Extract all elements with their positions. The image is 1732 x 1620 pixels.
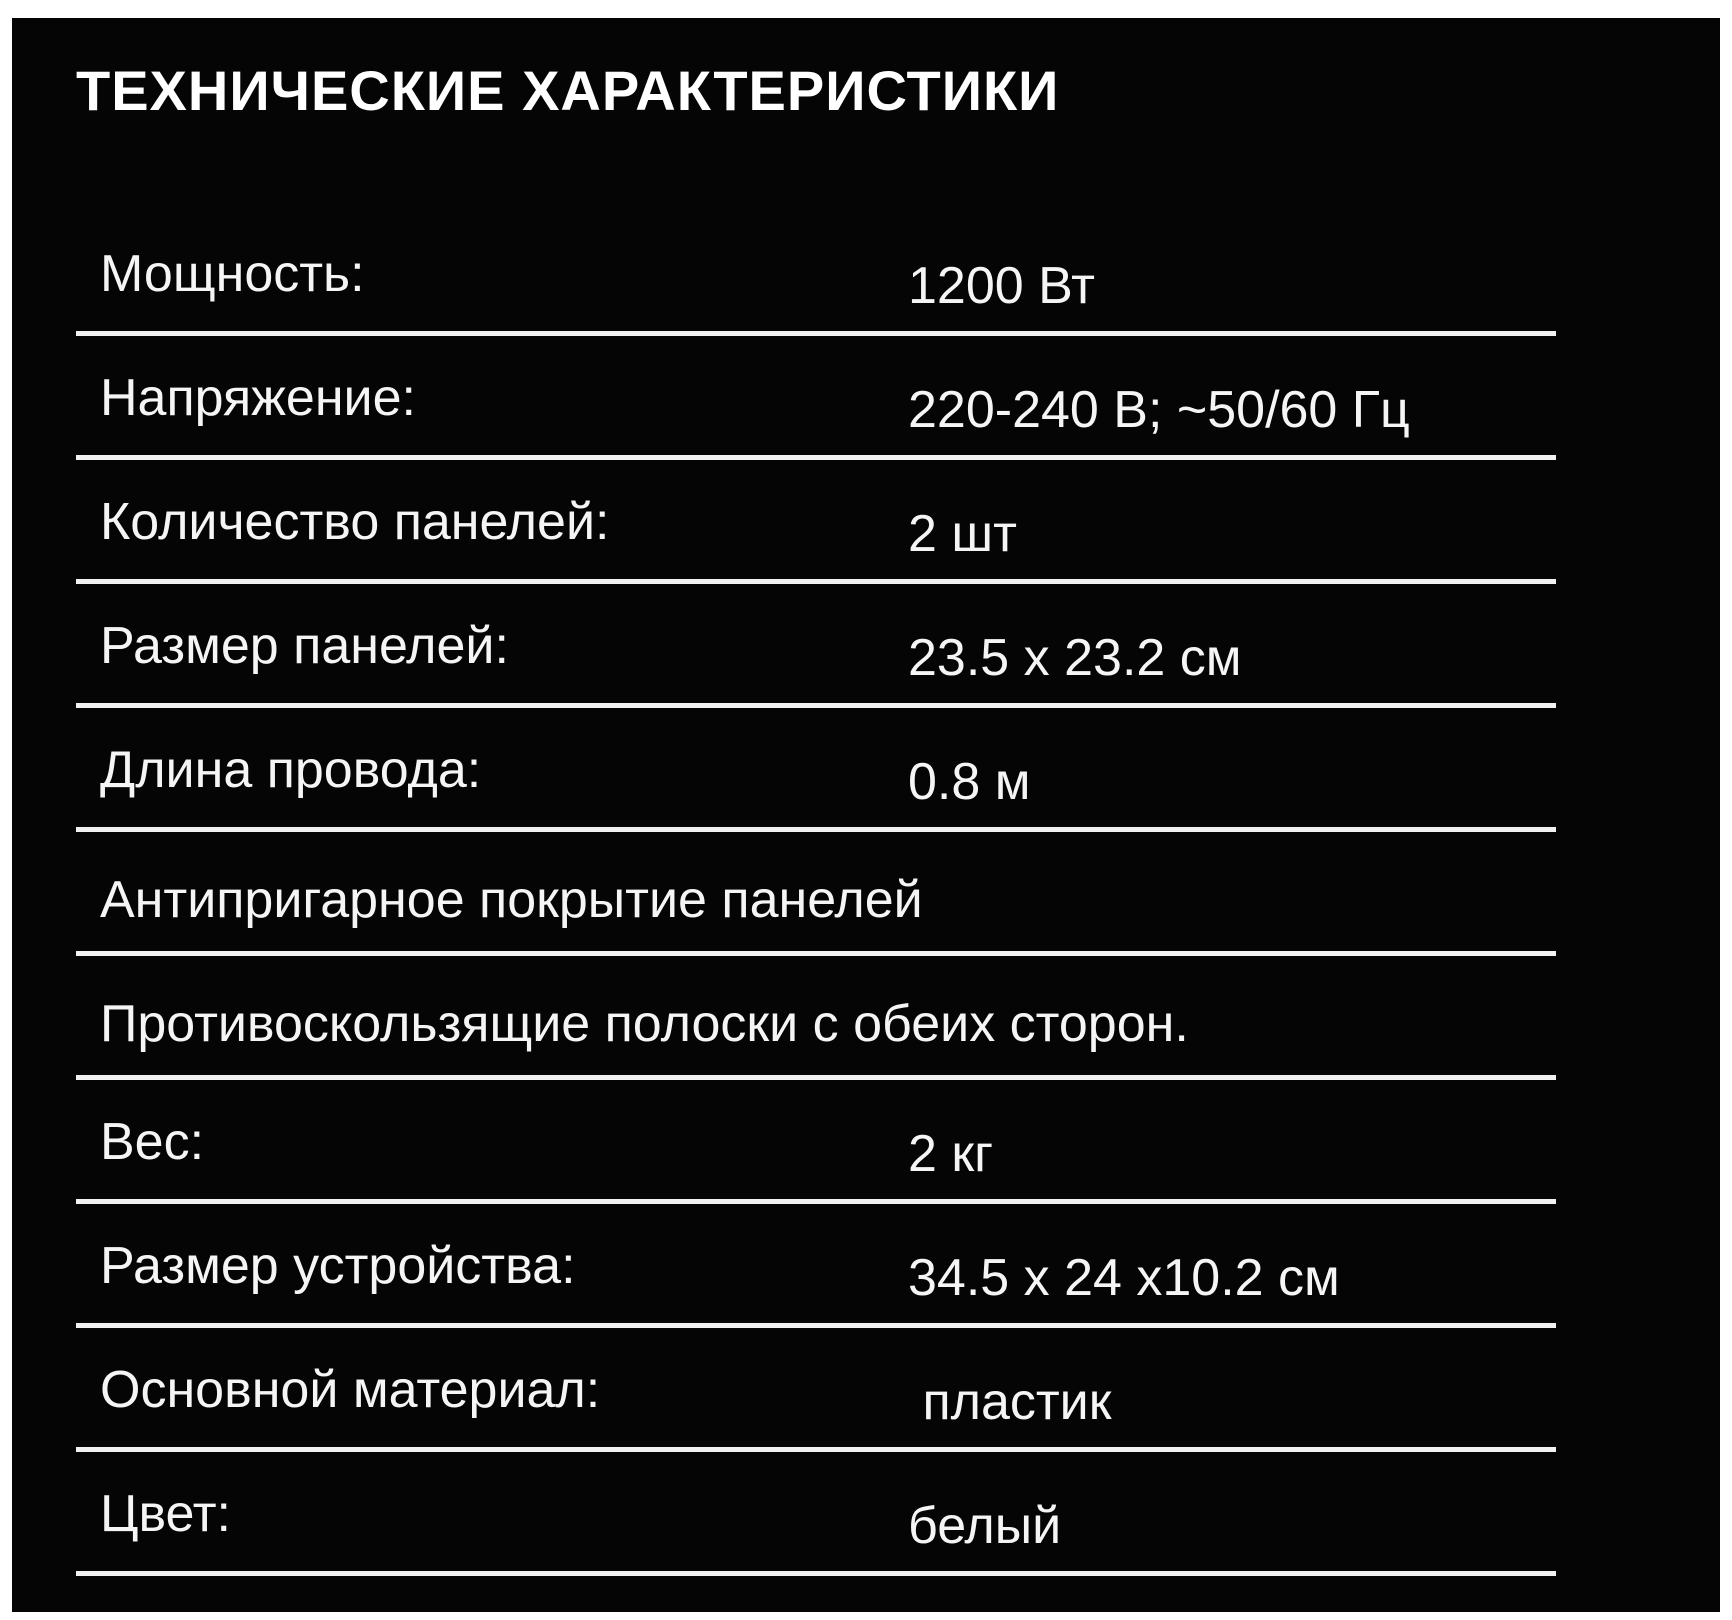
spec-value: 23.5 x 23.2 см: [908, 629, 1242, 687]
spec-row-panel-count: [76, 460, 1556, 584]
spec-label: Антипригарное покрытие панелей: [100, 871, 923, 929]
page-title: ТЕХНИЧЕСКИЕ ХАРАКТЕРИСТИКИ: [76, 59, 1060, 122]
spec-label: Напряжение:: [100, 369, 416, 427]
spec-label: Количество панелей:: [100, 493, 610, 551]
spec-row-voltage: [76, 336, 1556, 460]
spec-value: 2 кг: [908, 1125, 994, 1183]
spec-row-cord-length: [76, 708, 1556, 832]
spec-value: 220-240 В; ~50/60 Гц: [908, 381, 1410, 439]
spec-label: Мощность:: [100, 245, 365, 303]
spec-row-device-size: [76, 1204, 1556, 1328]
spec-row-antislip-strips: [76, 956, 1556, 1080]
spec-label: Основной материал:: [100, 1361, 601, 1419]
spec-label: Размер устройства:: [100, 1237, 576, 1295]
spec-row-nonstick-coating: [76, 832, 1556, 956]
spec-row-color: [76, 1452, 1556, 1576]
spec-label: Вес:: [100, 1113, 205, 1171]
spec-value: пластик: [908, 1373, 1112, 1431]
spec-label: Размер панелей:: [100, 617, 509, 675]
spec-value: 34.5 x 24 x10.2 см: [908, 1249, 1340, 1307]
spec-value: белый: [908, 1497, 1062, 1555]
spec-label: Цвет:: [100, 1485, 231, 1543]
spec-row-power: [76, 212, 1556, 336]
spec-row-panel-size: [76, 584, 1556, 708]
spec-label: Противоскользящие полоски с обеих сторон.: [100, 995, 1189, 1053]
spec-label: Длина провода:: [100, 741, 482, 799]
spec-value: 0.8 м: [908, 753, 1031, 811]
spec-value: 2 шт: [908, 505, 1017, 563]
spec-row-material: [76, 1328, 1556, 1452]
spec-row-weight: [76, 1080, 1556, 1204]
specs-panel: [12, 18, 1720, 1612]
spec-value: 1200 Вт: [908, 257, 1095, 315]
